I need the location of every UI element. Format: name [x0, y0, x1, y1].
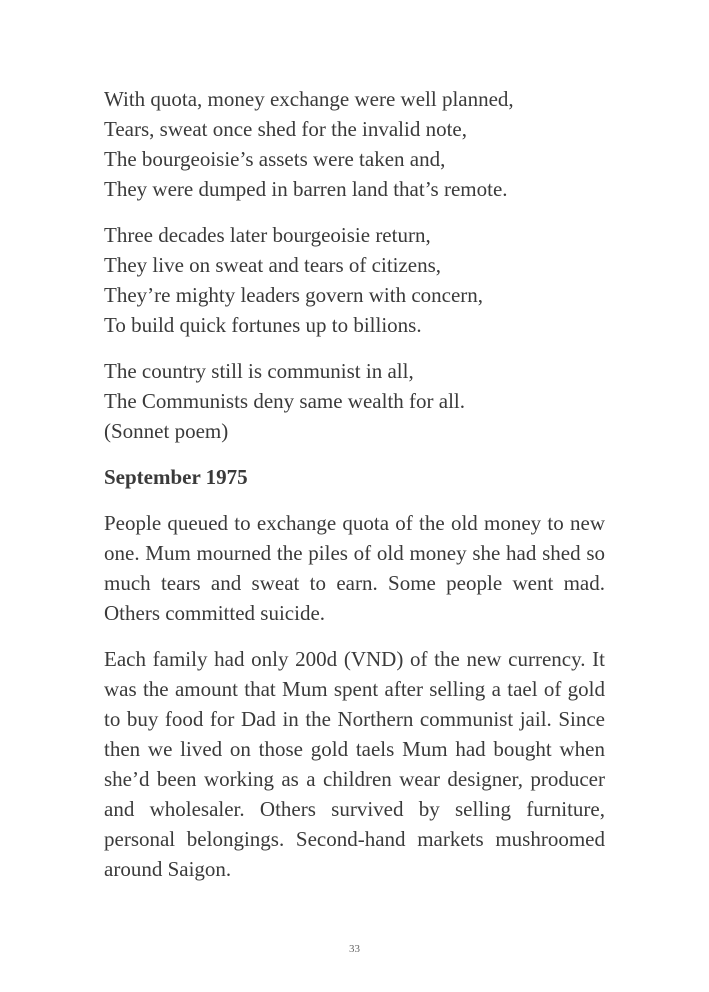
poem-stanza-3 [104, 356, 605, 446]
poem-line: To build quick fortunes up to billions. [104, 313, 422, 337]
poem-caption: (Sonnet poem) [104, 419, 229, 443]
poem-line: The Communists deny same wealth for all. [104, 389, 466, 413]
poem-stanza-2 [104, 220, 605, 340]
body-paragraph-2: Each family had only 200d (VND) of the new currency. It was the amount that Mum spent after selling a tael of gold to buy food for Dad in the Northern communist jail. Since then we lived on those gold taels Mum had bought when she’d been working as a children wear designer, producer and wholesaler. Others survived by selling furniture, personal belongings. Second-hand markets mushroomed around Saigon. [104, 647, 605, 881]
body-paragraph-1: People queued to exchange quota of the old money to new one. Mum mourned the piles of old money she had shed so much tears and sweat to earn. Some people went mad. Others committed suicide. [104, 511, 605, 625]
poem-line: The country still is communist in all, [104, 359, 414, 383]
poem-line: The bourgeoisie’s assets were taken and, [104, 147, 446, 171]
section-heading: September 1975 [104, 465, 248, 489]
poem-line: They live on sweat and tears of citizens, [104, 253, 442, 277]
poem-line: They’re mighty leaders govern with concern, [104, 283, 484, 307]
poem-line: Tears, sweat once shed for the invalid note, [104, 117, 467, 141]
page-content [104, 84, 605, 900]
page-number: 33 [349, 943, 360, 955]
poem-line: They were dumped in barren land that’s remote. [104, 177, 508, 201]
poem-stanza-1 [104, 84, 605, 204]
poem-line: Three decades later bourgeoisie return, [104, 223, 431, 247]
poem-line: With quota, money exchange were well planned, [104, 87, 514, 111]
